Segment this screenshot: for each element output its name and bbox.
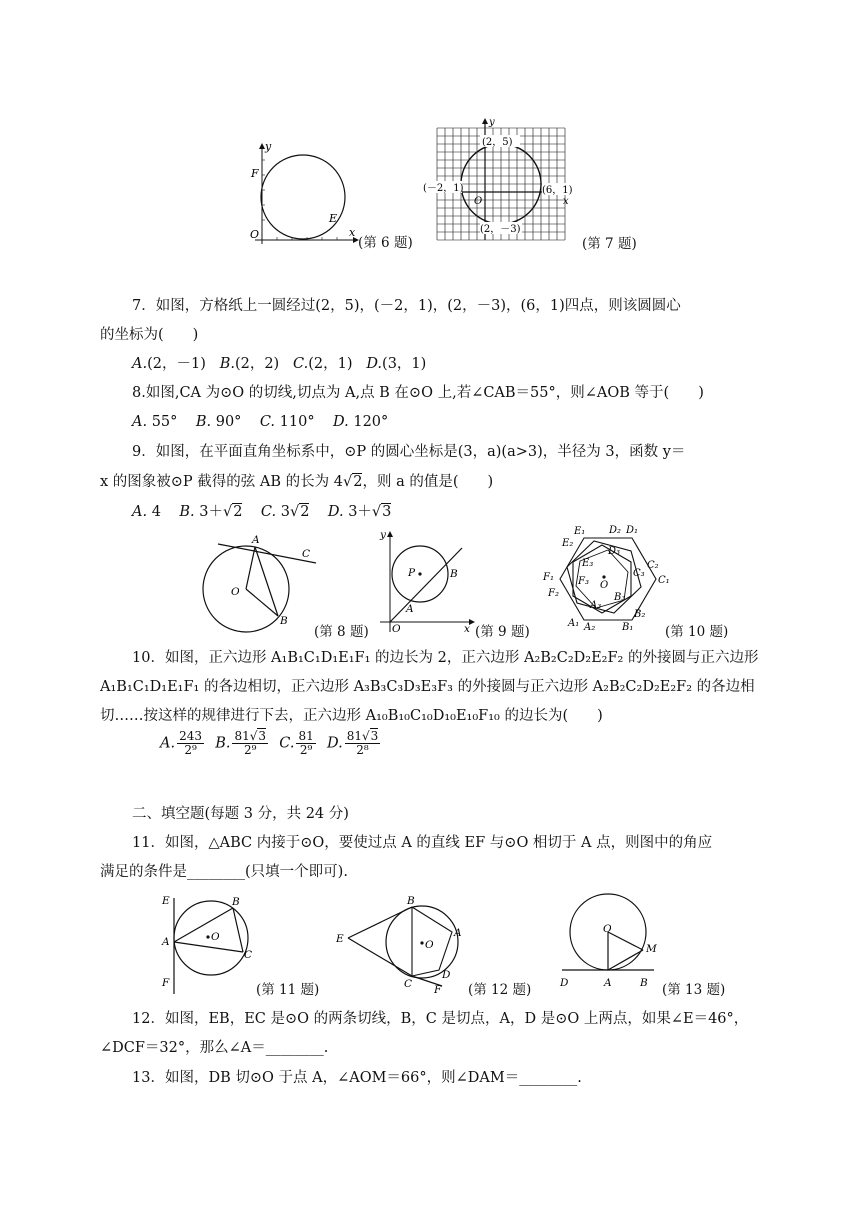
q7-options — [132, 354, 426, 374]
q9-opt-d-pre: 3＋ — [348, 504, 372, 520]
q12-line1: 12．如图，EB，EC 是⊙O 的两条切线，B，C 是切点，A，D 是⊙O 上两点，如果∠E＝46°， — [132, 1011, 749, 1027]
q11-line2: 满足的条件是________(只填一个即可). — [100, 864, 348, 880]
fig7-caption: (第 7 题) — [582, 236, 637, 252]
fig12-label-A: A — [454, 927, 462, 939]
q13-line1: 13．如图，DB 切⊙O 于点 A，∠AOM＝66°，则∠DAM＝________. — [132, 1070, 582, 1086]
q10-opt-d-den: 2⁸ — [356, 743, 369, 757]
fig10-label-B1: B₁ — [622, 622, 634, 633]
fig7-label-p2: (－2，1) — [423, 183, 464, 194]
q9-opt-d-letter: D. — [327, 504, 344, 520]
q11-line1: 11．如图，△ABC 内接于⊙O，要使过点 A 的直线 EF 与⊙O 相切于 A 点，则图中的角应 — [132, 835, 713, 851]
fig8-label-A: A — [252, 534, 260, 546]
q10-opt-d: $\frac{81√3}{\text{2⁸}}$ — [346, 729, 379, 757]
fig12-caption: (第 12 题) — [468, 982, 532, 998]
q9-opt-b-pre: 3＋ — [199, 504, 223, 520]
q10-options — [160, 730, 382, 757]
fig9-label-x: x — [464, 623, 470, 634]
fig13-label-O: O — [603, 923, 612, 935]
q7-opt-c-letter: C. — [293, 356, 309, 372]
fig7-label-p4: (2，－3) — [480, 224, 521, 235]
q9-line2-rad: 2 — [353, 474, 363, 490]
fig10-caption: (第 10 题) — [665, 624, 729, 640]
q10-line1: 10．如图，正六边形 A₁B₁C₁D₁E₁F₁ 的边长为 2，正六边形 A₂B₂C₂D₂E₂F₂ 的外接圆与正六边形 — [132, 650, 759, 666]
q9-opt-c-letter: C. — [260, 504, 277, 520]
fig8-label-B: B — [280, 615, 288, 627]
q7-opt-d: (3，1) — [382, 356, 427, 372]
q8-opt-a-letter: A. — [132, 414, 148, 430]
fig11-caption: (第 11 题) — [256, 982, 320, 998]
q9-line2-b: ，则 a 的值是( ) — [362, 474, 494, 490]
q7-opt-c: (2，1) — [308, 356, 353, 372]
figure-8 — [198, 532, 320, 636]
fig9-label-P: P — [408, 567, 416, 579]
fig7-label-O: O — [474, 196, 483, 207]
fig10-label-A1: A₁ — [568, 618, 580, 629]
fig10-label-F1: F₁ — [543, 572, 554, 583]
q7-opt-a: (2，－1) — [147, 356, 206, 372]
fig10-label-B2: B₂ — [634, 609, 646, 620]
q7-opt-d-letter: D. — [366, 356, 383, 372]
fig9-label-O: O — [392, 623, 401, 634]
figure-10 — [540, 522, 672, 636]
fig6-label-x: x — [349, 226, 356, 239]
fig10-label-A2: A₂ — [584, 622, 596, 633]
fig7-label-x: x — [563, 196, 569, 207]
fig9-label-y: y — [380, 529, 386, 541]
q10-opt-c — [296, 730, 315, 757]
figure-11 — [158, 892, 260, 996]
fig13-label-D: D — [560, 977, 569, 989]
figure-13 — [556, 888, 666, 994]
fig11-label-B: B — [232, 896, 240, 908]
q9-opt-b-rad: 2 — [233, 504, 243, 520]
fig13-label-M: M — [646, 943, 657, 955]
figure-12 — [332, 892, 472, 996]
q7-opt-b-letter: B. — [219, 356, 235, 372]
fig10-label-D3: D₃ — [608, 546, 621, 557]
q10-line3: 切……按这样的规律进行下去，正六边形 A₁₀B₁₀C₁₀D₁₀E₁₀F₁₀ 的边长为( ) — [100, 708, 603, 724]
fig10-label-E1: E₁ — [574, 526, 586, 537]
fig12-label-B: B — [407, 895, 415, 907]
fig12-label-E: E — [336, 933, 344, 945]
fig10-label-F3: F₃ — [578, 576, 589, 587]
fig6-label-O: O — [250, 228, 260, 241]
fig12-label-O: O — [425, 939, 434, 951]
q7-line2: 的坐标为( ) — [100, 327, 199, 343]
fig7-label-y: y — [489, 118, 495, 128]
q10-opt-b-num-rad: 3 — [258, 729, 267, 743]
fig12-label-C: C — [404, 978, 413, 990]
fig10-label-C1: C₁ — [658, 575, 670, 586]
figure-6 — [245, 140, 365, 245]
q8-opt-b-letter: B. — [195, 414, 212, 430]
q8-opt-a: 55° — [151, 414, 178, 430]
q7-line1: 7．如图，方格纸上一圆经过(2，5)，(－2，1)，(2，－3)，(6，1)四点，则该圆圆心 — [132, 298, 681, 314]
q9-opt-c-pre: 3 — [280, 504, 290, 520]
q9-opt-b-letter: B. — [179, 504, 195, 520]
q10-line2: A₁B₁C₁D₁E₁F₁ 的各边相切，正六边形 A₃B₃C₃D₃E₃F₃ 的外接圆与正六边形 A₂B₂C₂D₂E₂F₂ 的各边相 — [100, 679, 755, 695]
q10-opt-a-letter: A. — [160, 735, 176, 752]
q7-opt-b: (2，2) — [234, 356, 280, 372]
fig11-label-C: C — [244, 949, 253, 961]
fig9-label-A: A — [406, 603, 414, 615]
fig10-label-A3: A₃ — [590, 600, 602, 611]
figure-7 — [420, 118, 590, 246]
fig10-label-D1: D₁ — [626, 525, 639, 536]
fig10-label-E3: E₃ — [582, 558, 594, 569]
q10-opt-d-letter: D. — [326, 735, 343, 752]
q10-opt-a-num: 243 — [179, 729, 202, 743]
fig6-label-y: y — [265, 140, 272, 153]
fig12-label-F: F — [434, 984, 442, 996]
q10-opt-c-num: 81 — [298, 729, 314, 743]
q10-opt-d-num-pre: 81 — [346, 729, 362, 743]
q9-opt-c-rad: 2 — [300, 504, 310, 520]
q10-opt-b-letter: B. — [215, 735, 231, 752]
fig13-label-A: A — [604, 977, 612, 989]
q8-opt-c-letter: C. — [259, 414, 276, 430]
fig13-caption: (第 13 题) — [662, 982, 726, 998]
fig9-label-B: B — [450, 568, 458, 580]
fig11-label-E: E — [162, 895, 170, 907]
q10-opt-a-den: 2⁹ — [184, 743, 197, 757]
fig10-label-O: O — [600, 580, 609, 591]
q10-opt-d-num-rad: 3 — [370, 729, 379, 743]
fig6-label-E: E — [329, 212, 338, 225]
q8-opt-b: 90° — [215, 414, 242, 430]
fig10-label-E2: E₂ — [562, 538, 574, 549]
q8-opt-d: 120° — [353, 414, 389, 430]
q9-line2-a: x 的图象被⊙P 截得的弦 AB 的长为 4 — [100, 474, 343, 490]
fig11-label-F: F — [162, 977, 170, 989]
q10-opt-b-num-pre: 81 — [234, 729, 250, 743]
fig8-label-O: O — [231, 586, 240, 598]
fig9-caption: (第 9 题) — [475, 624, 530, 640]
fig11-label-A: A — [162, 936, 170, 948]
q9-options: A. 4 B. 3＋√2 C. 3√2 D. 3＋√3 — [132, 504, 392, 520]
fig7-label-p1: (2，5) — [482, 137, 513, 148]
q9-opt-a-letter: A. — [132, 504, 148, 520]
fig6-caption: (第 6 题) — [358, 235, 413, 251]
section-2-heading: 二、填空题(每题 3 分，共 24 分) — [132, 806, 349, 822]
fig10-label-C2: C₂ — [647, 560, 659, 571]
q8-options — [132, 412, 388, 432]
fig10-label-D2: D₂ — [609, 525, 622, 536]
fig7-label-p3: (6，1) — [542, 185, 573, 196]
q8-opt-d-letter: D. — [333, 414, 349, 430]
q12-line2: ∠DCF＝32°，那么∠A＝________. — [100, 1040, 329, 1056]
q9-opt-a: 4 — [151, 504, 161, 520]
fig10-label-B3: B₃ — [614, 592, 626, 603]
fig13-label-B: B — [640, 977, 648, 989]
q10-opt-b: $\frac{81√3}{\text{2⁹}}$ — [234, 729, 267, 757]
q7-opt-a-letter: A. — [132, 356, 148, 372]
q9-opt-d-rad: 3 — [382, 504, 392, 520]
q9-line2: x 的图象被⊙P 截得的弦 AB 的长为 4√2，则 a 的值是( ) — [100, 474, 494, 490]
fig8-label-C: C — [302, 548, 311, 560]
q10-opt-c-letter: C. — [279, 735, 295, 752]
figure-9 — [376, 528, 480, 634]
fig8-caption: (第 8 题) — [314, 624, 369, 640]
q8-opt-c: 110° — [279, 414, 315, 430]
q8-line1: 8.如图,CA 为⊙O 的切线,切点为 A,点 B 在⊙O 上,若∠CAB＝55°，则∠AOB 等于( ) — [132, 385, 704, 401]
fig6-label-F: F — [251, 167, 259, 180]
fig11-label-O: O — [211, 931, 220, 943]
q10-opt-c-den: 2⁹ — [299, 743, 313, 757]
q10-opt-a — [177, 730, 204, 757]
q9-line1: 9．如图，在平面直角坐标系中，⊙P 的圆心坐标是(3，a)(a>3)，半径为 3，函数 y＝ — [132, 444, 686, 460]
fig10-label-C3: C₃ — [633, 568, 645, 579]
q10-opt-b-den: 2⁹ — [244, 743, 257, 757]
fig10-label-F2: F₂ — [548, 588, 559, 599]
fig12-label-D: D — [442, 969, 451, 981]
